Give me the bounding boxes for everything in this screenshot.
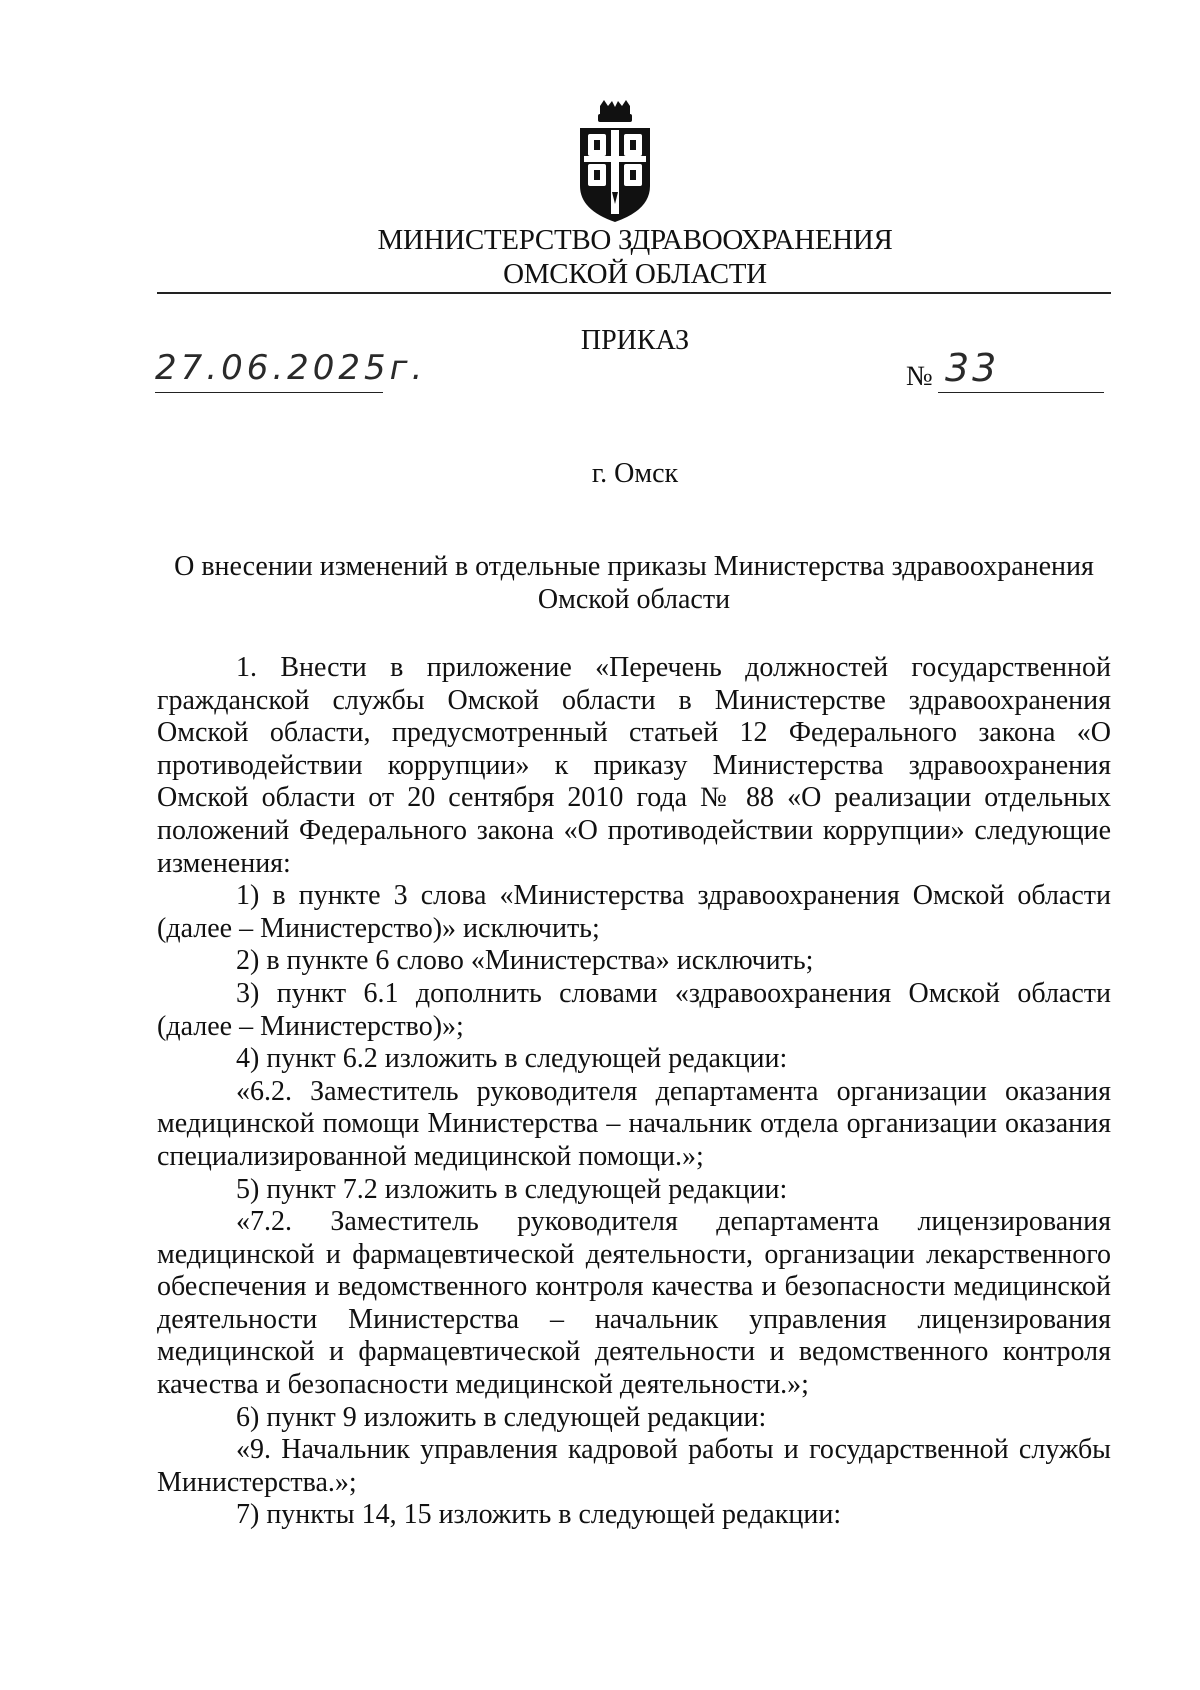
order-date: 27.06.2025г. bbox=[155, 348, 427, 388]
paragraph-1-item-6: 6) пункт 9 изложить в следующей редакции: bbox=[236, 1401, 767, 1433]
ministry-name-line2: ОМСКОЙ ОБЛАСТИ bbox=[503, 258, 767, 290]
paragraph-1: 1. Внести в приложение «Перечень должностей государственной гражданской службы Омской области в Министерстве здравоохранения Омской области, предусмотренный статьей 12 Федерального закона «О противодействии коррупции» к приказу Министерства здравоохранения Омской области от 20 сентября 2010 года № 88 «О реализации отдельных положений Федерального закона «О противодействии коррупции» следующие изменения: bbox=[157, 652, 1111, 879]
order-number-label: № bbox=[906, 361, 933, 392]
date-underline bbox=[155, 392, 383, 393]
header-divider bbox=[157, 292, 1111, 294]
quoted-clause-9: «9. Начальник управления кадровой работы и государственной службы Министерства.»; bbox=[157, 1434, 1111, 1498]
order-number: 33 bbox=[945, 346, 1000, 390]
paragraph-1-item-4: 4) пункт 6.2 изложить в следующей редакции: bbox=[236, 1043, 788, 1075]
paragraph-1-item-1: 1) в пункте 3 слова «Министерства здравоохранения Омской области (далее – Министерство)» исключить; bbox=[157, 880, 1111, 944]
coat-of-arms-emblem bbox=[574, 100, 656, 224]
document-type: ПРИКАЗ bbox=[580, 325, 690, 356]
ministry-name-line1: МИНИСТЕРСТВО ЗДРАВООХРАНЕНИЯ bbox=[377, 224, 893, 256]
paragraph-1-item-2: 2) в пункте 6 слово «Министерства» исключить; bbox=[236, 945, 814, 977]
document-body bbox=[157, 652, 1111, 1532]
paragraph-1-item-3: 3) пункт 6.1 дополнить словами «здравоохранения Омской области (далее – Министерство)»; bbox=[157, 977, 1111, 1042]
quoted-clause-6-2: «6.2. Заместитель руководителя департамента организации оказания медицинской помощи Министерства – начальник отдела организации оказания специализированной медицинской помощи.»; bbox=[157, 1075, 1111, 1172]
number-underline bbox=[938, 392, 1104, 393]
paragraph-1-item-7: 7) пункты 14, 15 изложить в следующей редакции: bbox=[236, 1499, 842, 1531]
city: г. Омск bbox=[591, 458, 679, 489]
paragraph-1-item-5: 5) пункт 7.2 изложить в следующей редакции: bbox=[236, 1173, 788, 1205]
quoted-clause-7-2: «7.2. Заместитель руководителя департамента лицензирования медицинской и фармацевтической деятельности, организации лекарственного обеспечения и ведомственного контроля качества и безопасности медицинской деятельности Министерства – начальник управления лицензирования медицинской и фармацевтической деятельности и ведомственного контроля качества и безопасности медицинской деятельности.»; bbox=[157, 1206, 1111, 1401]
document-title: О внесении изменений в отдельные приказы Министерства здравоохранения Омской области bbox=[174, 551, 1094, 615]
